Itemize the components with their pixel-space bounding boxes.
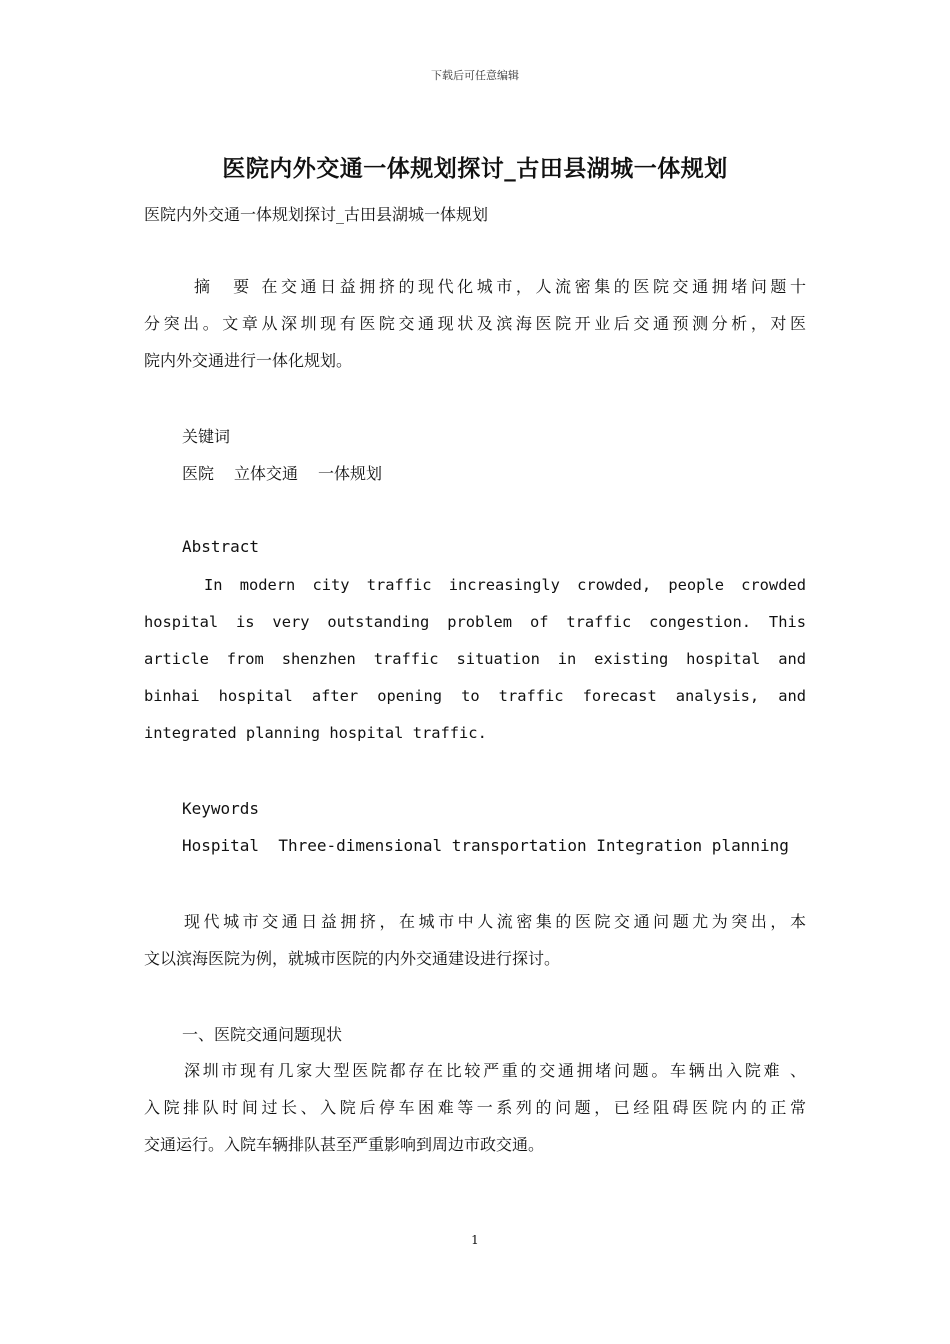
- intro-paragraph: [144, 903, 806, 977]
- keywords-cn-list: [182, 461, 382, 484]
- section1-line: 交通运行。入院车辆排队甚至严重影响到周边市政交通。: [144, 1135, 545, 1154]
- keywords-en-text: Hospital Three-dimensional transportation Integration planning: [182, 836, 789, 855]
- page-number: 1: [471, 1233, 479, 1247]
- keyword-cn: 立体交通: [234, 464, 299, 483]
- keyword-cn: 医院: [182, 464, 215, 483]
- abstract-cn-line: 摘 要 在交通日益拥挤的现代化城市，人流密集的医院交通拥堵问题十: [194, 277, 806, 296]
- abstract-en-line: article from shenzhen traffic situation in existing hospital and: [144, 650, 806, 668]
- abstract-cn-line: 院内外交通进行一体化规划。: [144, 351, 353, 370]
- abstract-cn-line: 分突出。文章从深圳现有医院交通现状及滨海医院开业后交通预测分析，对医: [144, 314, 806, 333]
- section1-paragraph: [144, 1052, 806, 1163]
- abstract-en-line: hospital is very outstanding problem of traffic congestion. This: [144, 613, 806, 631]
- document-title: 医院内外交通一体规划探讨_古田县湖城一体规划: [222, 155, 728, 182]
- intro-line: 现代城市交通日益拥挤，在城市中人流密集的医院交通问题尤为突出，本: [184, 912, 806, 931]
- intro-line: 文以滨海医院为例，就城市医院的内外交通建设进行探讨。: [144, 949, 561, 968]
- header-note: 下载后可任意编辑: [431, 69, 519, 82]
- document-subtitle: 医院内外交通一体规划探讨_古田县湖城一体规划: [144, 205, 489, 224]
- keywords-cn-label: 关键词: [182, 427, 231, 446]
- abstract-en-line: binhai hospital after opening to traffic forecast analysis, and: [144, 687, 806, 705]
- keywords-en-label: Keywords: [182, 799, 260, 818]
- section-heading: 一、医院交通问题现状: [182, 1025, 343, 1044]
- abstract-cn: [144, 268, 806, 379]
- abstract-en-label: Abstract: [182, 537, 260, 556]
- section1-line: 入院排队时间过长、入院后停车困难等一系列的问题，已经阻碍医院内的正常: [144, 1098, 806, 1117]
- abstract-en-line: In modern city traffic increasingly crowded, people crowded: [204, 576, 806, 594]
- abstract-en-line: integrated planning hospital traffic.: [144, 724, 487, 742]
- keyword-cn: 一体规划: [318, 464, 383, 483]
- section1-line: 深圳市现有几家大型医院都存在比较严重的交通拥堵问题。车辆出入院难 、: [184, 1061, 806, 1080]
- abstract-en: [144, 567, 806, 752]
